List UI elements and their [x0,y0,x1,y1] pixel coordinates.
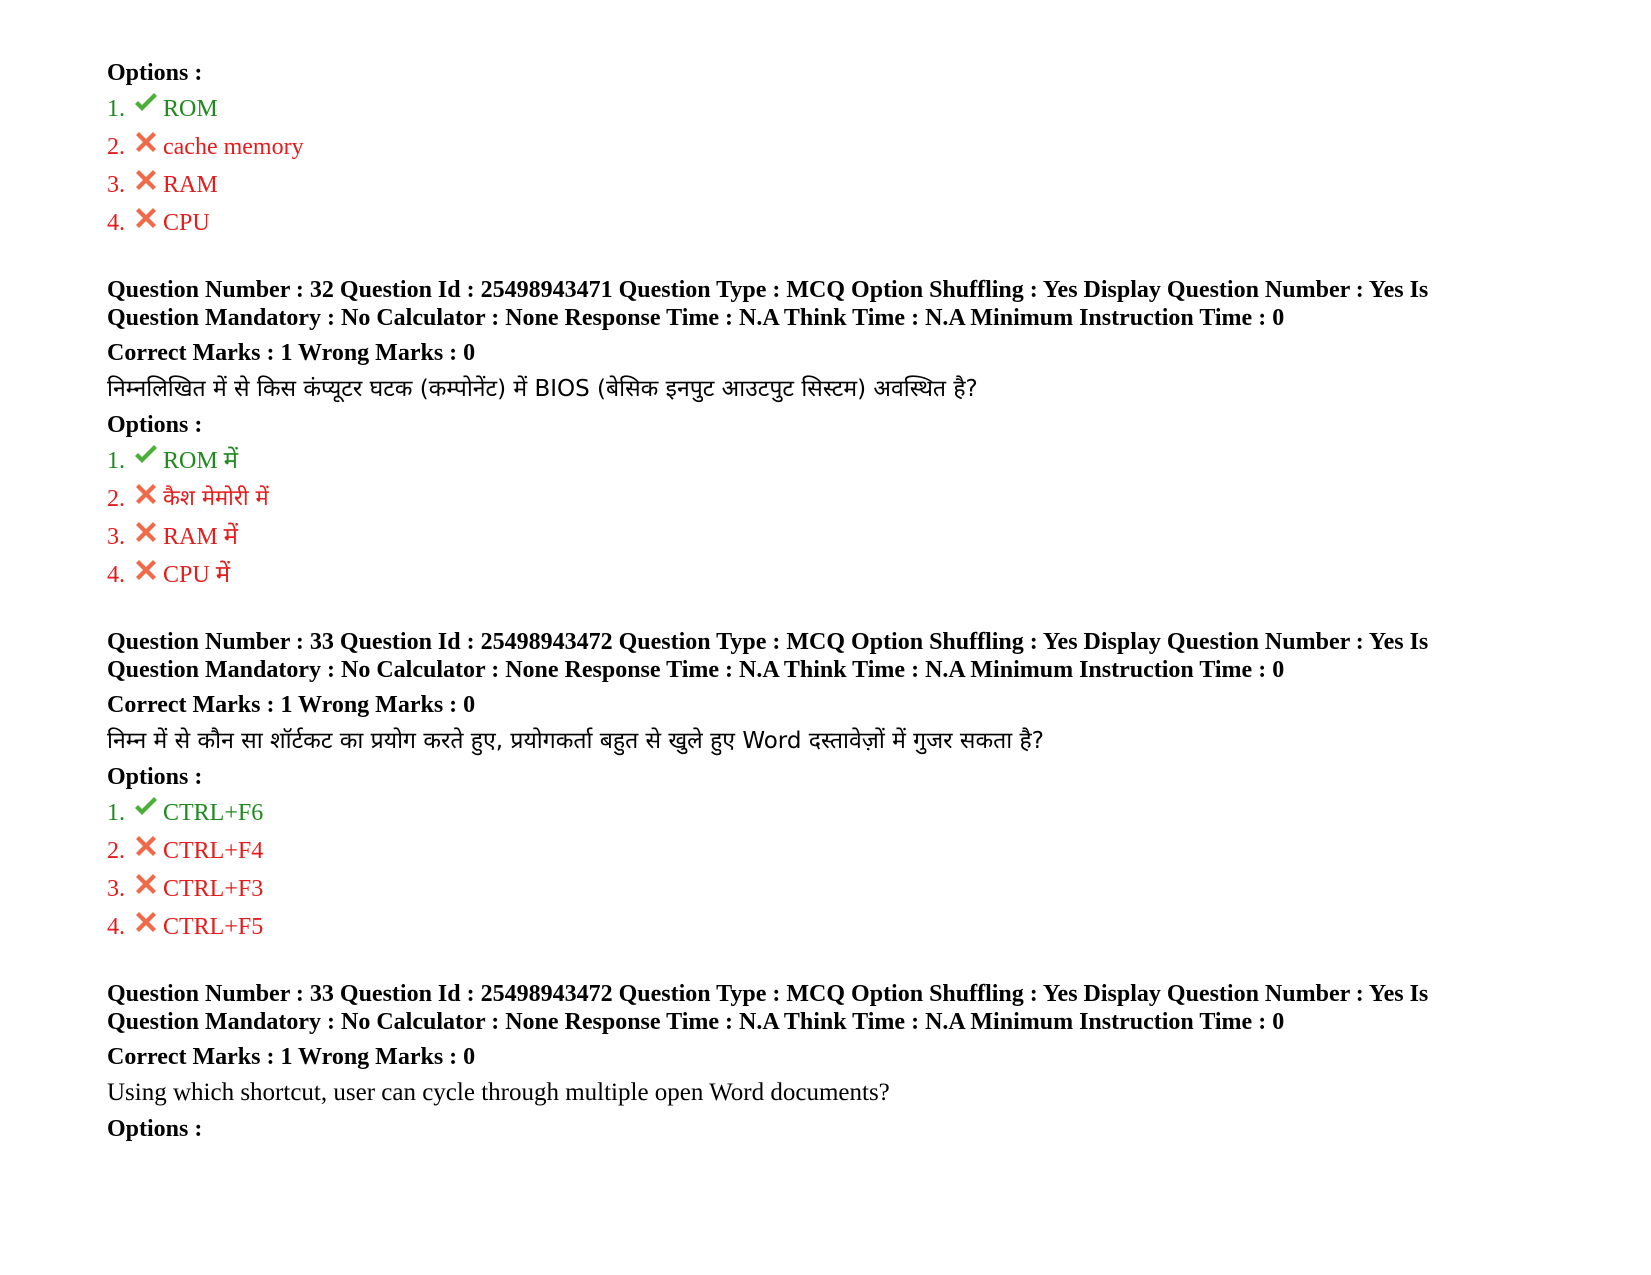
option-text: RAM [163,172,218,198]
top-options-block [107,56,1567,242]
option-text: CPU [163,210,210,236]
options-label: Options : [107,1116,203,1142]
option-number: 2. [107,486,125,512]
option-text: ROM में [163,448,239,474]
question-marks: Correct Marks : 1 Wrong Marks : 0 [107,340,476,366]
option-item [107,204,1567,242]
question-meta [107,980,1527,1036]
question-text: Using which shortcut, user can cycle through multiple open Word documents? [107,1079,890,1106]
option-item [107,908,1567,946]
cross-icon [133,908,163,946]
check-icon [133,794,163,832]
option-number: 2. [107,838,125,864]
option-item [107,870,1567,908]
option-number: 4. [107,562,125,588]
option-text: कैश मेमोरी में [163,486,269,511]
question-meta-line: Question Mandatory : No Calculator : None Response Time : N.A Think Time : N.A Minimum Instruction Time : 0 [107,657,1285,683]
option-text: ROM [163,96,218,122]
option-number: 3. [107,172,125,198]
option-text: CTRL+F4 [163,838,264,864]
question-meta-line: Question Number : 32 Question Id : 25498943471 Question Type : MCQ Option Shuffling : Yes Display Question Number : Yes Is [107,277,1429,303]
option-item [107,518,1567,556]
option-number: 4. [107,914,125,940]
option-text: CTRL+F5 [163,914,264,940]
question-text: निम्नलिखित में से किस कंप्यूटर घटक (कम्पोनेंट) में BIOS (बेसिक इनपुट आउटपुट सिस्टम) अवस्थित है? [107,376,978,402]
question-marks: Correct Marks : 1 Wrong Marks : 0 [107,692,476,718]
question-meta-line: Question Number : 33 Question Id : 25498943472 Question Type : MCQ Option Shuffling : Yes Display Question Number : Yes Is [107,629,1429,655]
option-text: CPU में [163,562,231,588]
cross-icon [133,556,163,594]
check-icon [133,90,163,128]
question-block [107,628,1567,946]
option-number: 3. [107,876,125,902]
cross-icon [133,832,163,870]
option-number: 1. [107,96,125,122]
cross-icon [133,518,163,556]
question-meta [107,276,1527,332]
option-text: CTRL+F6 [163,800,264,826]
cross-icon [133,166,163,204]
option-item [107,556,1567,594]
option-number: 2. [107,134,125,160]
option-text: CTRL+F3 [163,876,264,902]
option-number: 3. [107,524,125,550]
cross-icon [133,870,163,908]
question-meta-line: Question Mandatory : No Calculator : None Response Time : N.A Think Time : N.A Minimum Instruction Time : 0 [107,1009,1285,1035]
option-number: 1. [107,800,125,826]
option-item [107,794,1567,832]
question-block [107,980,1567,1146]
cross-icon [133,480,163,518]
option-item [107,128,1567,166]
check-icon [133,442,163,480]
option-item [107,442,1567,480]
cross-icon [133,128,163,166]
option-item [107,832,1567,870]
option-text: RAM में [163,524,239,550]
option-item [107,90,1567,128]
option-item [107,480,1567,518]
options-label: Options : [107,412,203,438]
question-block [107,276,1567,594]
options-label: Options : [107,60,203,86]
option-text: cache memory [163,134,304,160]
question-meta-line: Question Mandatory : No Calculator : None Response Time : N.A Think Time : N.A Minimum Instruction Time : 0 [107,305,1285,331]
option-number: 4. [107,210,125,236]
options-label: Options : [107,764,203,790]
option-item [107,166,1567,204]
question-text: निम्न में से कौन सा शॉर्टकट का प्रयोग करते हुए, प्रयोगकर्ता बहुत से खुले हुए Word दस्तावेज़ों में गुजर सकता है? [107,728,1044,754]
question-marks: Correct Marks : 1 Wrong Marks : 0 [107,1044,476,1070]
question-meta [107,628,1527,684]
option-number: 1. [107,448,125,474]
question-meta-line: Question Number : 33 Question Id : 25498943472 Question Type : MCQ Option Shuffling : Yes Display Question Number : Yes Is [107,981,1429,1007]
document-page [107,56,1567,1146]
cross-icon [133,204,163,242]
